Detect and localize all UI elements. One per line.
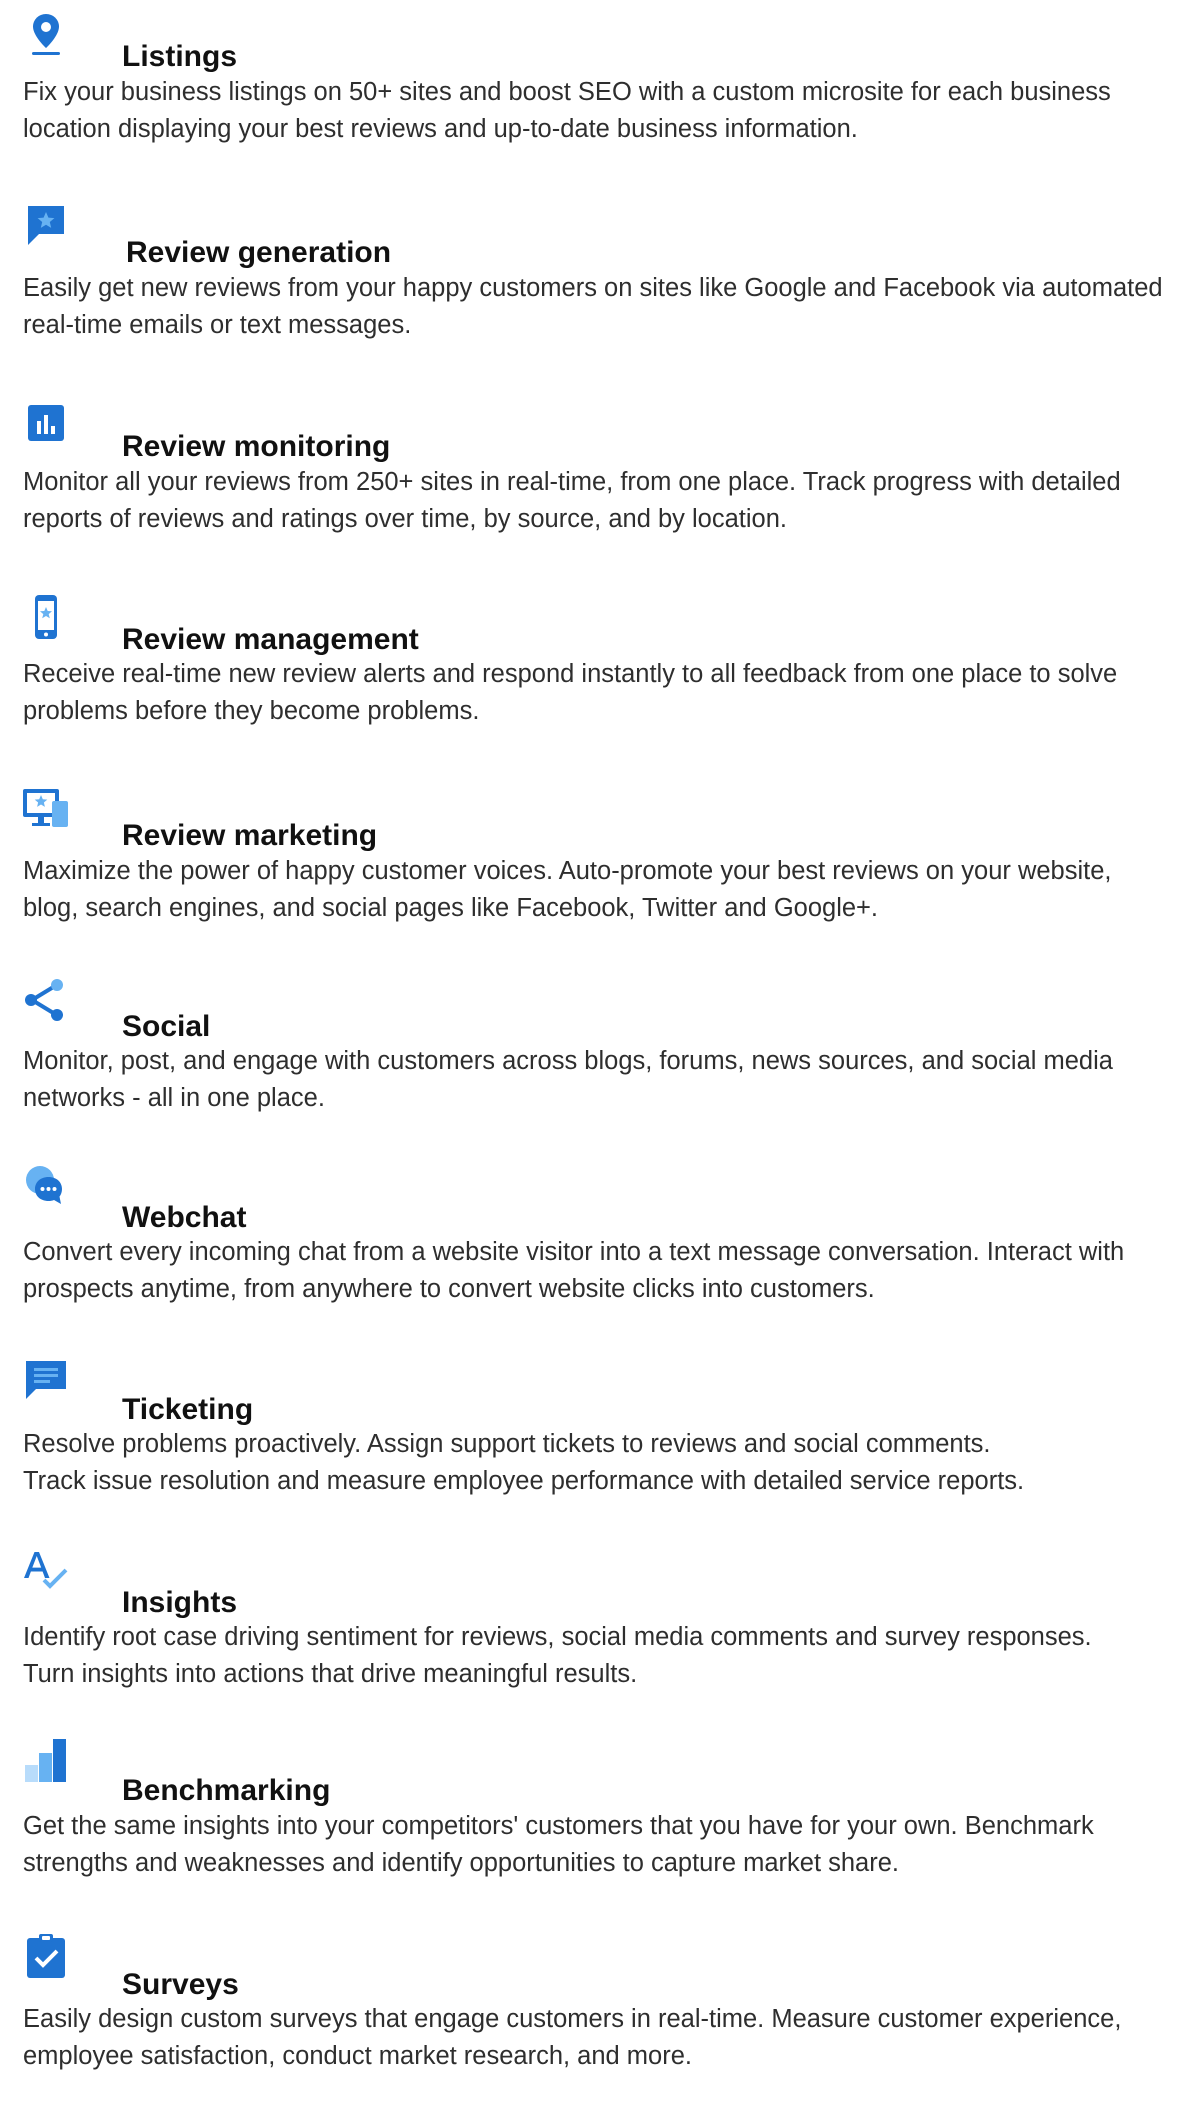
description-line: networks - all in one place. — [23, 1083, 325, 1112]
feature-surveys — [0, 1932, 1200, 2122]
feature-title: Review management — [122, 622, 419, 656]
feature-title: Ticketing — [122, 1392, 254, 1426]
description-line: blog, search engines, and social pages like Facebook, Twitter and Google+. — [23, 893, 879, 922]
description-line: Easily design custom surveys that engage customers in real-time. Measure customer experience, — [23, 2005, 1122, 2033]
ascending-bars-icon — [22, 1737, 70, 1785]
feature-ticketing — [0, 1355, 1200, 1545]
description-line: strengths and weaknesses and identify opportunities to capture market share. — [23, 1848, 900, 1877]
description-line: Monitor, post, and engage with customers across blogs, forums, news sources, and social media — [23, 1047, 1113, 1075]
feature-description — [23, 270, 1188, 343]
feature-title: Social — [122, 1009, 211, 1043]
feature-title: Insights — [122, 1585, 238, 1619]
feature-description — [23, 1043, 1188, 1116]
feature-description — [23, 1234, 1188, 1307]
description-line: prospects anytime, from anywhere to convert website clicks into customers. — [23, 1274, 875, 1303]
description-line: Turn insights into actions that drive meaningful results. — [23, 1659, 638, 1688]
feature-title: Listings — [122, 39, 238, 73]
text-check-icon — [22, 1548, 70, 1596]
feature-social — [0, 973, 1200, 1163]
mobile-phone-star-icon — [22, 593, 70, 641]
description-line: Receive real-time new review alerts and respond instantly to all feedback from one place to solve — [23, 660, 1118, 688]
feature-listings — [0, 0, 1200, 190]
feature-review-marketing — [0, 778, 1200, 968]
feature-description — [23, 1808, 1188, 1881]
description-line: real-time emails or text messages. — [23, 310, 412, 339]
feature-description — [23, 1619, 1188, 1692]
feature-benchmarking — [0, 1737, 1200, 1927]
feature-title: Benchmarking — [122, 1773, 331, 1807]
desktop-mobile-icon — [22, 785, 70, 833]
description-line: Easily get new reviews from your happy customers on sites like Google and Facebook via automated — [23, 274, 1163, 302]
feature-description — [23, 74, 1188, 147]
bar-chart-icon — [22, 400, 70, 448]
message-lines-icon — [22, 1355, 70, 1403]
feature-description — [23, 1426, 1188, 1499]
feature-title: Review monitoring — [122, 429, 391, 463]
description-line: Track issue resolution and measure employee performance with detailed service reports. — [23, 1466, 1025, 1495]
feature-insights — [0, 1548, 1200, 1738]
feature-title: Review generation — [126, 235, 392, 269]
feature-title: Surveys — [122, 1967, 239, 2001]
clipboard-check-icon — [22, 1932, 70, 1980]
feature-description — [23, 2001, 1188, 2074]
star-chat-bubble-icon — [22, 201, 70, 249]
feature-description — [23, 853, 1188, 926]
description-line: Identify root case driving sentiment for reviews, social media comments and survey responses. — [23, 1623, 1092, 1651]
description-line: Convert every incoming chat from a website visitor into a text message conversation. Interact with — [23, 1238, 1125, 1266]
share-icon — [22, 976, 70, 1024]
description-line: Resolve problems proactively. Assign support tickets to reviews and social comments. — [23, 1430, 991, 1458]
description-line: problems before they become problems. — [23, 696, 480, 725]
description-line: Fix your business listings on 50+ sites and boost SEO with a custom microsite for each business — [23, 78, 1111, 106]
feature-review-management — [0, 583, 1200, 773]
chat-bubbles-icon — [22, 1163, 70, 1211]
description-line: location displaying your best reviews and up-to-date business information. — [23, 114, 858, 143]
feature-title: Review marketing — [122, 818, 378, 852]
feature-webchat — [0, 1163, 1200, 1353]
description-line: Monitor all your reviews from 250+ sites in real-time, from one place. Track progress with detailed — [23, 468, 1121, 496]
description-line: employee satisfaction, conduct market research, and more. — [23, 2041, 692, 2070]
description-line: Get the same insights into your competitors' customers that you have for your own. Benchmark — [23, 1812, 1094, 1840]
description-line: reports of reviews and ratings over time, by source, and by location. — [23, 504, 787, 533]
feature-review-generation — [0, 195, 1200, 385]
feature-review-monitoring — [0, 390, 1200, 580]
description-line: Maximize the power of happy customer voices. Auto-promote your best reviews on your website, — [23, 857, 1112, 885]
feature-description — [23, 656, 1188, 729]
feature-title: Webchat — [122, 1200, 247, 1234]
feature-description — [23, 464, 1188, 537]
location-pin-icon — [22, 10, 70, 58]
